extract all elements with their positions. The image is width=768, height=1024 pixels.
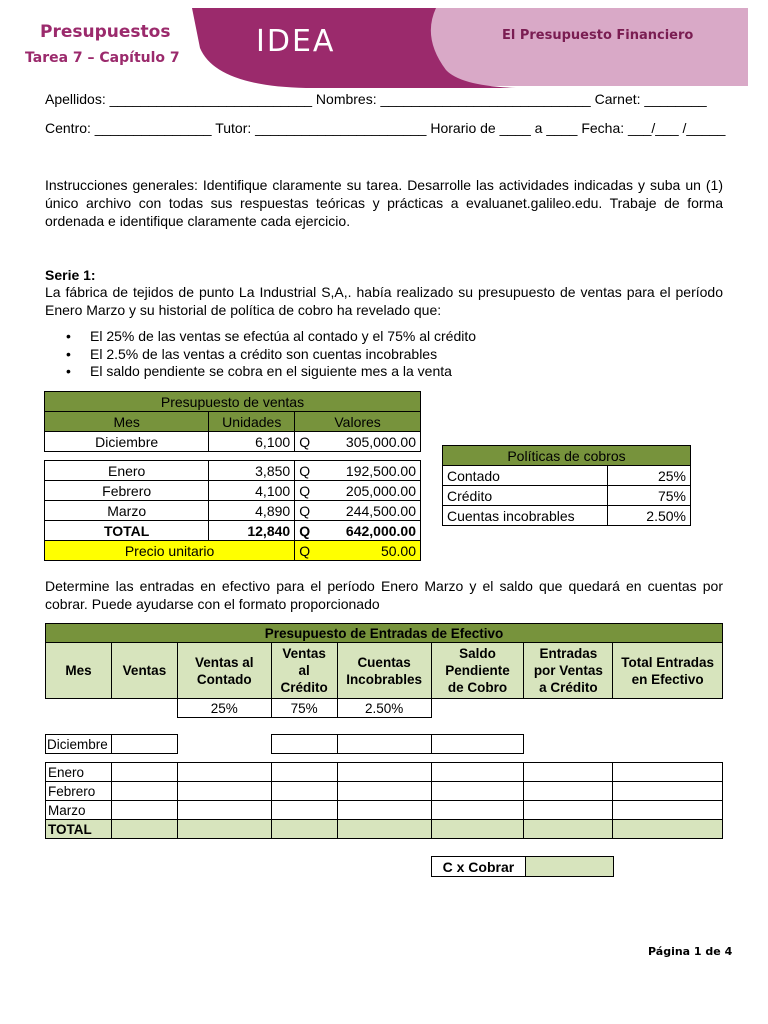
ventas-cell: Q <box>295 481 321 501</box>
policy-bullets <box>66 328 476 381</box>
entradas-header: Ventas al Crédito <box>271 643 337 699</box>
entradas-cell <box>177 782 271 801</box>
header-left-title: Presupuestos <box>40 22 171 42</box>
entradas-cell <box>524 820 613 839</box>
politicas-label: Cuentas incobrables <box>443 506 608 526</box>
ventas-cell: 244,500.00 <box>321 501 421 521</box>
entradas-cell <box>177 763 271 782</box>
entradas-cell <box>177 801 271 820</box>
ventas-header-valores: Valores <box>295 412 421 432</box>
entradas-cell <box>613 820 723 839</box>
entradas-cell <box>613 763 723 782</box>
ventas-cell: Q <box>295 461 321 481</box>
entradas-total-label: TOTAL <box>46 820 112 839</box>
header-right-title: El Presupuesto Financiero <box>502 28 694 43</box>
ventas-cell: Diciembre <box>45 432 209 452</box>
entradas-header: Ventas al Contado <box>177 643 271 699</box>
ventas-cell: Q <box>295 432 321 452</box>
politicas-value: 2.50% <box>607 506 690 526</box>
ventas-header-mes: Mes <box>45 412 209 432</box>
entradas-cell <box>111 735 177 754</box>
entradas-cell <box>431 782 524 801</box>
entradas-month: Enero <box>46 763 112 782</box>
entradas-month: Febrero <box>46 782 112 801</box>
ventas-header-unidades: Unidades <box>209 412 295 432</box>
entradas-cell <box>111 820 177 839</box>
bullet-item: • El saldo pendiente se cobra en el siguiente mes a la venta <box>66 363 476 381</box>
cxc-value-cell <box>525 857 613 877</box>
politicas-title: Políticas de cobros <box>443 446 691 466</box>
ventas-cell: Marzo <box>45 501 209 521</box>
precio-unitario-q: Q <box>295 541 321 561</box>
entradas-cell <box>337 801 431 820</box>
ventas-total-label: TOTAL <box>45 521 209 541</box>
precio-unitario-label: Precio unitario <box>45 541 295 561</box>
entradas-cell <box>613 782 723 801</box>
ventas-total-q: Q <box>295 521 321 541</box>
ventas-table <box>44 391 421 561</box>
cxc-table <box>431 856 614 877</box>
entradas-cell <box>337 820 431 839</box>
ventas-cell: 6,100 <box>209 432 295 452</box>
pct-contado: 25% <box>177 699 271 718</box>
entradas-cell <box>337 782 431 801</box>
entradas-cell <box>271 782 337 801</box>
header-left-subtitle: Tarea 7 – Capítulo 7 <box>25 50 180 66</box>
ventas-cell: 305,000.00 <box>321 432 421 452</box>
entradas-cell <box>111 782 177 801</box>
entradas-cell <box>613 801 723 820</box>
ventas-cell: Enero <box>45 461 209 481</box>
entradas-header: Entradas por Ventas a Crédito <box>524 643 613 699</box>
ventas-cell: Febrero <box>45 481 209 501</box>
entradas-header: Total Entradas en Efectivo <box>613 643 723 699</box>
banner-light-shape <box>421 8 748 86</box>
entradas-cell <box>337 763 431 782</box>
ventas-cell: Q <box>295 501 321 521</box>
entradas-cell <box>431 763 524 782</box>
entradas-cell <box>337 735 431 754</box>
politicas-value: 75% <box>607 486 690 506</box>
entradas-cell <box>177 820 271 839</box>
politicas-label: Crédito <box>443 486 608 506</box>
entradas-cell <box>271 801 337 820</box>
ventas-total-units: 12,840 <box>209 521 295 541</box>
precio-unitario-value: 50.00 <box>321 541 421 561</box>
entradas-cell <box>431 820 524 839</box>
entradas-cell <box>271 735 337 754</box>
determine-text: Determine las entradas en efectivo para el período Enero Marzo y el saldo que quedará en cuentas por cobrar. Puede ayudarse con el formato proporcionado <box>45 578 723 612</box>
pct-incobrables: 2.50% <box>337 699 431 718</box>
serie-text: La fábrica de tejidos de punto La Industrial S,A,. había realizado su presupuesto de ventas para el período Enero Marzo y su historial de política de cobro ha revelado que: <box>45 284 723 318</box>
ventas-total-value: 642,000.00 <box>321 521 421 541</box>
entradas-cell <box>524 801 613 820</box>
ventas-cell: 3,850 <box>209 461 295 481</box>
entradas-header: Saldo Pendiente de Cobro <box>431 643 524 699</box>
ventas-title: Presupuesto de ventas <box>45 392 421 412</box>
bullet-item: • El 25% de las ventas se efectúa al contado y el 75% al crédito <box>66 328 476 346</box>
politicas-table <box>442 445 691 526</box>
entradas-cell <box>524 782 613 801</box>
entradas-month: Marzo <box>46 801 112 820</box>
entradas-cell <box>431 801 524 820</box>
entradas-header: Cuentas Incobrables <box>337 643 431 699</box>
politicas-value: 25% <box>607 466 690 486</box>
entradas-dic-label: Diciembre <box>46 735 112 754</box>
politicas-label: Contado <box>443 466 608 486</box>
entradas-cell <box>431 735 524 754</box>
entradas-header: Ventas <box>111 643 177 699</box>
entradas-table <box>45 623 723 839</box>
entradas-cell <box>111 763 177 782</box>
cxc-label: C x Cobrar <box>432 857 526 877</box>
form-line-names: Apellidos: __________________________ Nombres: ___________________________ Carnet: ________ <box>45 91 707 107</box>
form-line-center: Centro: _______________ Tutor: ______________________ Horario de ____ a ____ Fecha: ___/___ /_____ <box>45 120 726 136</box>
idea-logo: IDEA <box>256 24 336 59</box>
ventas-cell: 4,100 <box>209 481 295 501</box>
entradas-header: Mes <box>46 643 112 699</box>
serie-title: Serie 1: <box>45 267 96 283</box>
ventas-cell: 205,000.00 <box>321 481 421 501</box>
entradas-title: Presupuesto de Entradas de Efectivo <box>46 624 723 643</box>
page-number: Página 1 de 4 <box>648 945 733 958</box>
instructions-text: Instrucciones generales: Identifique claramente su tarea. Desarrolle las actividades indicadas y suba un (1) único archivo con todas sus respuestas teóricas y prácticas a evaluanet.galileo.edu. Trabaje de forma ordenada e identifique claramente cada ejercicio. <box>45 177 723 229</box>
bullet-item: • El 2.5% de las ventas a crédito son cuentas incobrables <box>66 346 476 364</box>
entradas-cell <box>111 801 177 820</box>
ventas-cell: 4,890 <box>209 501 295 521</box>
entradas-cell <box>524 763 613 782</box>
entradas-cell <box>271 820 337 839</box>
pct-credito: 75% <box>271 699 337 718</box>
ventas-cell: 192,500.00 <box>321 461 421 481</box>
entradas-cell <box>271 763 337 782</box>
